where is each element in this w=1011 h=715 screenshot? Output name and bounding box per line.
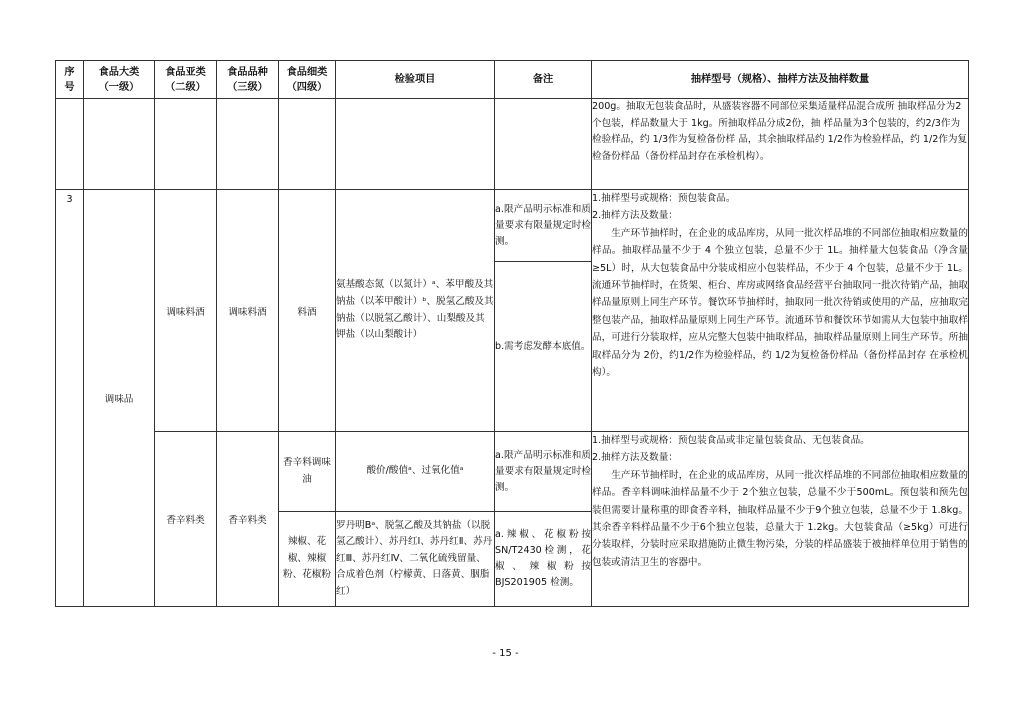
remark-cell: a.辣椒、花椒粉按SN/T2430检测，花椒、辣椒粉按 BJS201905 检测。	[495, 512, 592, 607]
empty-cell	[56, 99, 84, 190]
sampling-method-cell	[592, 432, 969, 607]
header-row	[56, 61, 969, 99]
variety-cell: 调味料酒	[217, 190, 279, 432]
empty-cell	[279, 99, 336, 190]
continuation-row	[56, 99, 969, 190]
detail-category-cell: 香辛料调味油	[279, 432, 336, 512]
sampling-method-line: 2.抽样方法及数量：	[592, 452, 678, 464]
detail-category-cell: 辣椒、花椒、辣椒粉、花椒粉	[279, 512, 336, 607]
empty-cell	[495, 99, 592, 190]
empty-cell	[217, 99, 279, 190]
empty-cell	[155, 99, 217, 190]
remark-cell: a.限产品明示标准和质量要求有限量规定时检测。	[495, 190, 592, 262]
table-row	[56, 190, 969, 262]
sampling-table	[55, 60, 969, 607]
header-variety: 食品品种 （三级）	[217, 61, 279, 99]
header-sub-category: 食品亚类 （二级）	[155, 61, 217, 99]
variety-cell: 香辛料类	[217, 432, 279, 607]
test-items-cell: 酸价/酸值ᵃ、过氧化值ᵃ	[336, 432, 495, 512]
sampling-method-line: 2.抽样方法及数量：	[592, 210, 678, 222]
empty-cell	[336, 99, 495, 190]
major-category-cell: 调味品	[84, 190, 155, 607]
sub-category-cell: 香辛料类	[155, 432, 217, 607]
detail-category-cell: 料酒	[279, 190, 336, 432]
header-major-category: 食品大类 （一级）	[84, 61, 155, 99]
sub-category-cell: 调味料酒	[155, 190, 217, 432]
test-items-cell: 罗丹明Bᵃ、脱氢乙酸及其钠盐（以脱氢乙酸计）、苏丹红Ⅰ、苏丹红Ⅱ、苏丹红Ⅲ、苏丹红Ⅳ、二氧化硫残留量、合成着色剂（柠檬黄、日落黄、胭脂红）	[336, 512, 495, 607]
sampling-method-cell	[592, 190, 969, 432]
sampling-spec-line: 1.抽样型号或规格：预包装食品或非定量包装食品、无包装食品。	[592, 435, 870, 446]
table-row	[56, 432, 969, 512]
header-seq: 序 号	[56, 61, 84, 99]
empty-cell	[84, 99, 155, 190]
continuation-sampling-text: 200g。抽取无包装食品时，从盛装容器不同部位采集适量样品混合成所 抽取样品分为2个包装，样品数量大于 1kg。所抽取样品分成2份，抽 样品量为3个包装的，约2/3作为检验样品，约 1/3作为复检备份样 品，其余抽取样品约 1/2作为检验样品，约 1/2作为复检备份样品（备份样品封存在承检机构）。	[592, 99, 969, 190]
remark-cell: a.限产品明示标准和质量要求有限量规定时检测。	[495, 432, 592, 512]
header-detail-category: 食品细类 （四级）	[279, 61, 336, 99]
seq-cell: 3	[56, 190, 84, 607]
sampling-paragraph: 生产环节抽样时，在企业的成品库房，从同一批次样品堆的不同部位抽取相应数量的样品。抽取样品量不少于 4 个独立包装，总量不少于 1L。抽样量大包装食品（净含量≥5L）时，从大包装食品中分装成相应小包装样品，不少于 4 个包装，总量不少于 1L。流通环节抽样时，在货架、柜台、库房或网络食品经营平台抽取同一批次待销产品，抽取样品量原则上同生产环节。餐饮环节抽样时，抽取同一批次待销或使用的产品，应抽取完整包装产品，抽取样品量原则上同生产环节。流通环节和餐饮环节如需从大包装中抽取样品，可进行分装取样，应从完整大包装中抽取样品，抽取样品量原则上同生产环节。所抽取样品分为 2份，约1/2作为检验样品，约 1/2为复检备份样品（备份样品封存 在承检机构）。	[592, 227, 968, 379]
header-sampling: 抽样型号（规格）、抽样方法及抽样数量	[592, 61, 969, 99]
page-number: - 15 -	[492, 648, 519, 659]
header-remarks: 备注	[495, 61, 592, 99]
remark-cell: b.需考虑发酵本底值。	[495, 262, 592, 432]
header-test-items: 检验项目	[336, 61, 495, 99]
sampling-spec-line: 1.抽样型号或规格：预包装食品。	[592, 193, 736, 204]
test-items-cell: 氨基酸态氮（以氮计）ᵃ、苯甲酸及其钠盐（以苯甲酸计）ᵇ、脱氢乙酸及其钠盐（以脱氢乙酸计）、山梨酸及其钾盐（以山梨酸计）	[336, 190, 495, 432]
sampling-paragraph: 生产环节抽样时，在企业的成品库房，从同一批次样品堆的不同部位抽取相应数量的样品。香辛料调味油样品量不少于 2个独立包装，总量不少于500mL。预包装和预先包装但需要计量称重的即食香辛料，抽取样品量不少于9个独立包装，总量不少于 1.8kg。其余香辛料样品量不少于6个独立包装，总量大于 1.2kg。大包装食品（≥5kg）可进行分装取样，分装时应采取措施防止微生物污染，分装的样品盛装于被抽样单位用于销售的包装或清洁卫生的容器中。	[592, 469, 968, 568]
